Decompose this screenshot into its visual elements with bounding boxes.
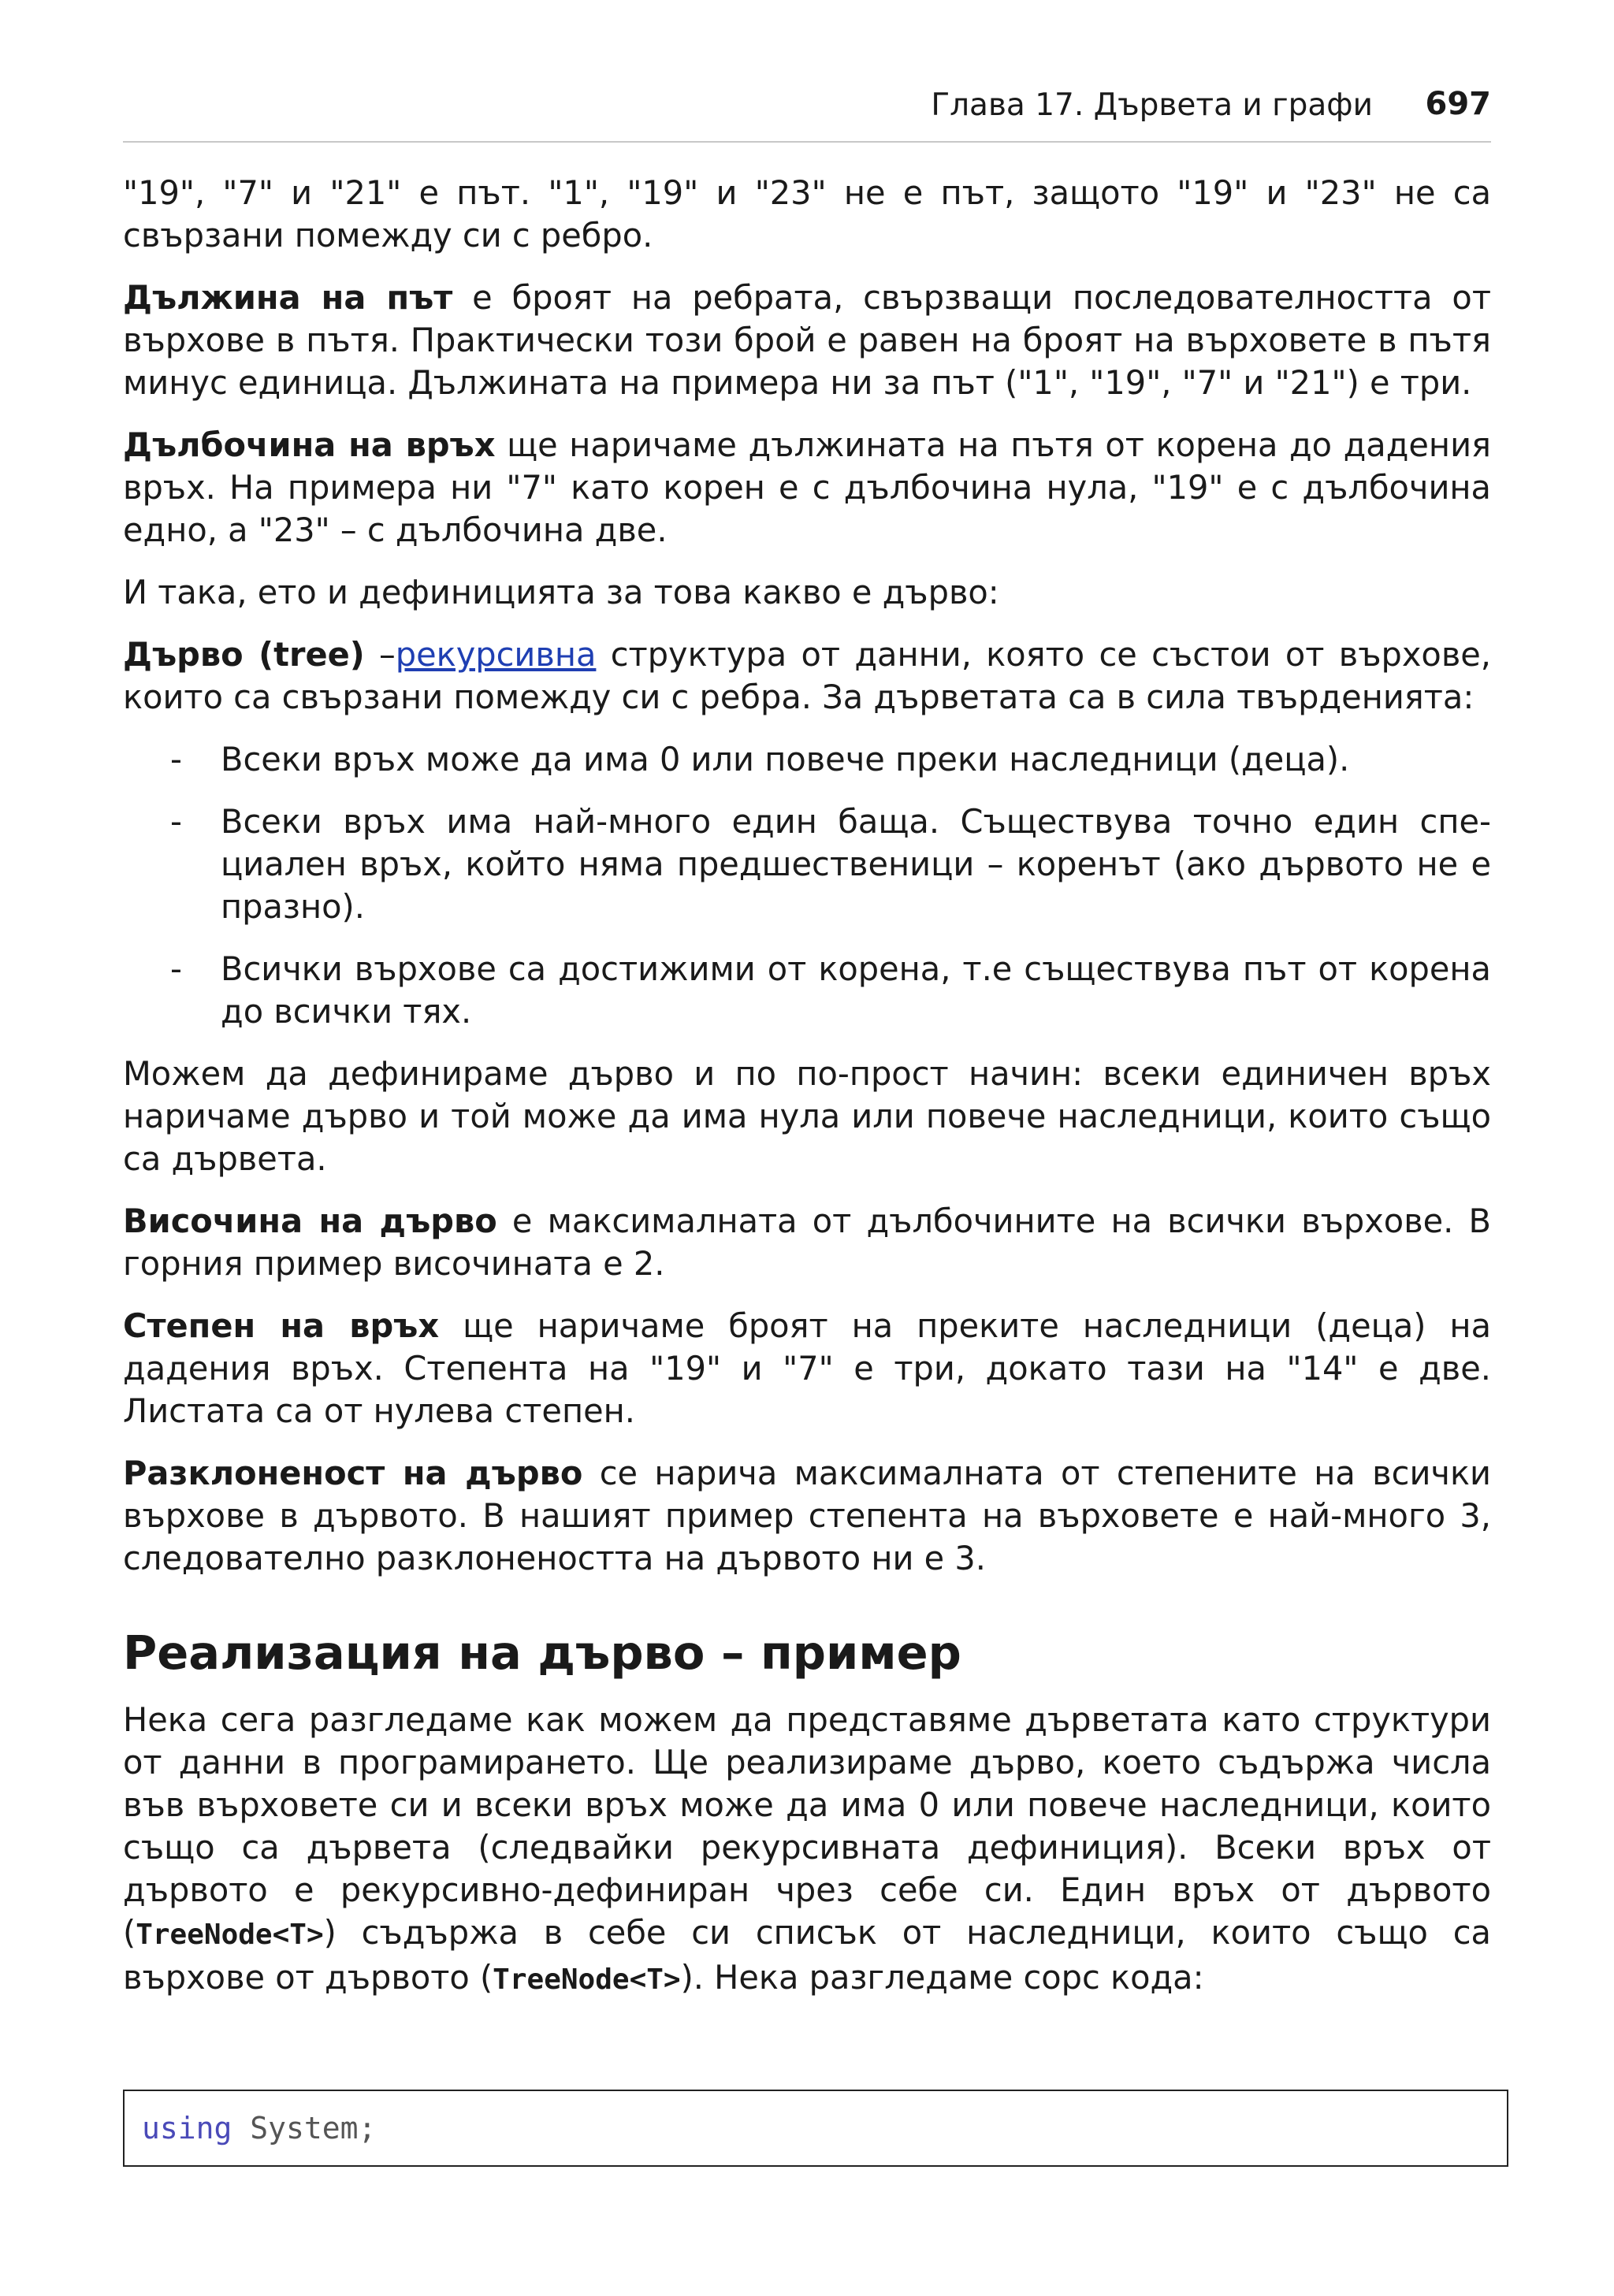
code-listing bbox=[123, 2090, 1508, 2167]
dash: – bbox=[364, 635, 396, 674]
page-number: 697 bbox=[1425, 86, 1491, 122]
code-keyword: using bbox=[142, 2111, 232, 2146]
term-branching-factor: Разклоненост на дърво bbox=[123, 1454, 583, 1492]
list-item-text: Всеки връх има най-много един баща. Съществува точно един специален връх, който няма предшественици – коренът (ако дървото не е празно). bbox=[221, 802, 1491, 926]
paragraph-text: е максималната от дълбочините на всички върхове. В горния пример височината е 2. bbox=[123, 1202, 1491, 1283]
paragraph-text: Нека сега разгледаме как можем да представяме дърветата като структури от данни в програмирането. Ще реализираме дърво, което съдържа числа във върховете си и всеки връх може да има 0 или повече наследници, които също са дървета (следвайки рекурсивната дефиниция). Всеки връх от дървото е рекурсивно-дефиниран чрез себе си. Един връх от дървото ( bbox=[123, 1700, 1491, 1952]
paragraph-text: е броят на ребрата, свързващи последователността от върхове в пътя. Практически този брой е равен на броят на върховете в пътя минус единица. Дължината на примера ни за път ("1", "19", "7" и "21") е три. bbox=[123, 278, 1491, 402]
paragraph-text: се нарича максималната от степените на всички върхове в дървото. В нашият пример степента на върховете е най-много 3, следователно разклонеността на дървото ни е 3. bbox=[123, 1454, 1491, 1577]
term-node-degree: Степен на връх bbox=[123, 1306, 440, 1345]
dash-bullet: - bbox=[170, 740, 182, 778]
paragraph-text: ) съдържа в себе си списък от наследници, които също са върхове от дървото ( bbox=[123, 1913, 1491, 1997]
link-recursive[interactable]: рекурсивна bbox=[395, 635, 597, 674]
paragraph-simple-definition: Можем да дефинираме дърво и по по-прост начин: всеки единичен връх наричаме дърво и той може да има нула или повече наследници, които също са дървета. bbox=[123, 1054, 1491, 1178]
paragraph-text: структура от данни, която се състои от върхове, които са свързани помежду си с ребра. За дърветата са в сила твърденията: bbox=[123, 635, 1491, 716]
paragraph-node-depth bbox=[123, 424, 1491, 552]
list-item bbox=[123, 948, 1491, 1033]
chapter-title: Глава 17. Дървета и графи bbox=[931, 87, 1373, 123]
paragraph-branching-factor bbox=[123, 1452, 1491, 1580]
list-item-text: Всеки връх може да има 0 или повече преки наследници (деца). bbox=[221, 740, 1350, 778]
code-treenode: TreeNode<T> bbox=[493, 1963, 681, 1996]
list-item bbox=[123, 801, 1491, 928]
dash-bullet: - bbox=[170, 802, 182, 841]
term-path-length: Дължина на път bbox=[123, 278, 453, 317]
section-heading: Реализация на дърво – пример bbox=[123, 1625, 961, 1680]
paragraph-tree-height bbox=[123, 1200, 1491, 1285]
code-text: System; bbox=[232, 2111, 377, 2146]
term-tree-height: Височина на дърво bbox=[123, 1202, 497, 1240]
paragraph-text: ). Нека разгледаме сорс кода: bbox=[680, 1958, 1204, 1997]
paragraph-tree-definition bbox=[123, 633, 1491, 719]
paragraph-text: ще наричаме дължината на пътя от корена до дадения връх. На примера ни "7" като корен е с дълбочина нула, "19" е с дълбочина едно, а "23" – с дълбочина две. bbox=[123, 425, 1492, 549]
tree-properties-list bbox=[123, 738, 1491, 1033]
list-item-text: Всички върхове са достижими от корена, т.е съществува път от корена до всички тях. bbox=[221, 949, 1491, 1031]
paragraph-path-length bbox=[123, 277, 1491, 404]
paragraph-node-degree bbox=[123, 1305, 1491, 1432]
paragraph-text: ще наричаме броят на преките наследници (деца) на дадения връх. Степента на "19" и "7" е три, докато тази на "14" е две. Листата са от нулева степен. bbox=[123, 1306, 1491, 1430]
page-header bbox=[123, 81, 1491, 143]
term-tree: Дърво (tree) bbox=[123, 635, 365, 674]
paragraph-implementation bbox=[123, 1699, 1491, 2001]
code-line bbox=[125, 2091, 1507, 2148]
dash-bullet: - bbox=[170, 949, 182, 988]
paragraph-intro-definition: И така, ето и дефиницията за това какво е дърво: bbox=[123, 573, 999, 611]
term-node-depth: Дълбочина на връх bbox=[123, 425, 496, 464]
code-treenode: TreeNode<T> bbox=[136, 1919, 324, 1951]
page-content bbox=[123, 172, 1491, 2021]
paragraph-path-example: "19", "7" и "21" е път. "1", "19" и "23" не е път, защото "19" и "23" не са свързани помежду си с ребро. bbox=[123, 173, 1491, 254]
list-item bbox=[123, 738, 1491, 781]
